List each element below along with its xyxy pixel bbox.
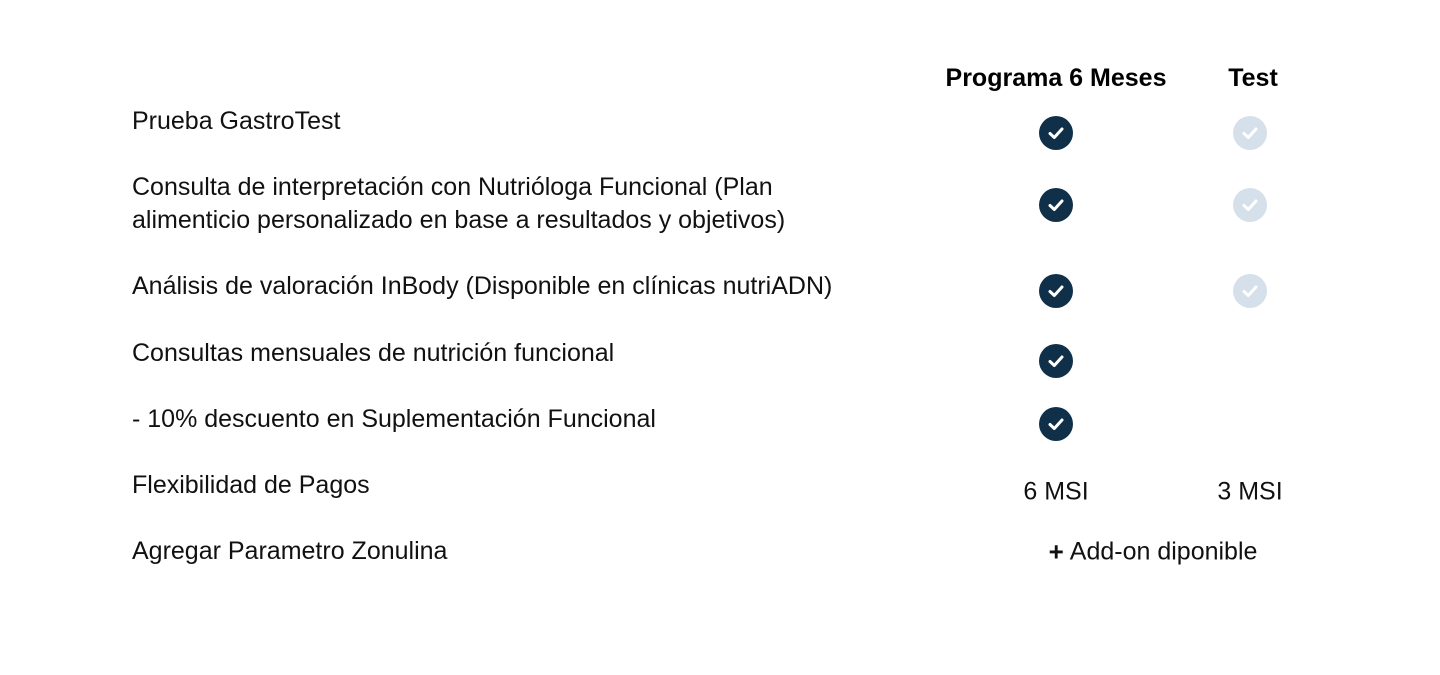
addon-available[interactable] — [1049, 537, 1258, 568]
payment-3-msi: 3 MSI — [1217, 477, 1283, 506]
row-label-analisis-inbody: Análisis de valoración InBody (Disponible en clínicas nutriADN) — [132, 272, 833, 300]
row-label-consulta-interpretacion: Consulta de interpretación con Nutrióloga Funcional (Plan alimenticio personalizado en base a resultados y objetivos) — [132, 173, 786, 234]
payment-6-msi: 6 MSI — [1023, 477, 1089, 506]
plus-icon: + — [1048, 536, 1064, 567]
header-test: Test — [1228, 64, 1278, 92]
check-icon — [1039, 344, 1073, 378]
check-light-icon — [1233, 116, 1267, 150]
row-label-flexibilidad-pagos: Flexibilidad de Pagos — [132, 471, 370, 499]
check-icon — [1039, 407, 1073, 441]
check-icon — [1039, 274, 1073, 308]
header-programa-6-meses: Programa 6 Meses — [945, 64, 1167, 92]
addon-label: Add-on diponible — [1069, 537, 1258, 566]
check-icon — [1039, 116, 1073, 150]
row-label-descuento-suplementacion: - 10% descuento en Suplementación Funcional — [132, 405, 656, 433]
check-light-icon — [1233, 188, 1267, 222]
row-label-consultas-mensuales: Consultas mensuales de nutrición funcional — [132, 339, 615, 367]
row-label-prueba-gastrotest: Prueba GastroTest — [132, 107, 341, 135]
check-light-icon — [1233, 274, 1267, 308]
check-icon — [1039, 188, 1073, 222]
row-label-agregar-zonulina: Agregar Parametro Zonulina — [132, 537, 448, 565]
